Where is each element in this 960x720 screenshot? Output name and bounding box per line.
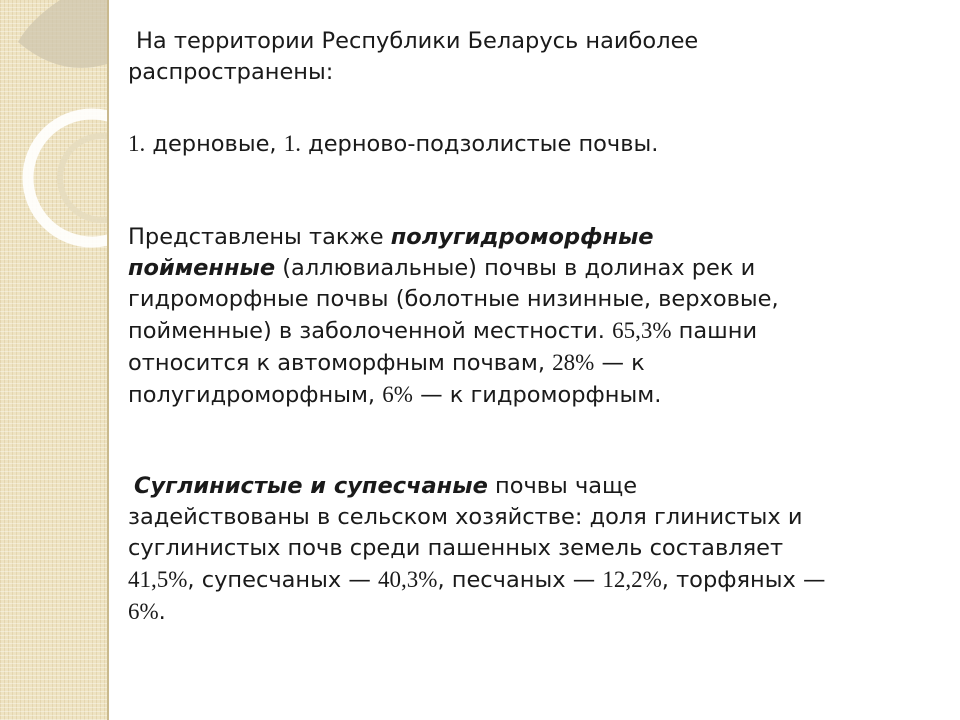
loamy-text-2: задействованы в сельском хозяйстве: доля глинистых и xyxy=(128,504,803,530)
loamy-num-4c: 12,2% xyxy=(602,567,662,592)
rep-text-2: (аллювиальные) почвы в долинах рек и xyxy=(275,255,756,281)
loamy-text-4b: , песчаных — xyxy=(437,567,603,593)
leaf-shape xyxy=(18,0,107,68)
paragraph-soil-types xyxy=(128,128,928,160)
loamy-text-4a: , супесчаных — xyxy=(187,567,379,593)
paragraph-loamy xyxy=(128,471,928,628)
rep-text-6: полугидроморфным, xyxy=(128,382,383,408)
rep-bold-2: пойменные xyxy=(128,255,276,281)
panel-divider xyxy=(107,0,109,720)
rep-text-1: Представлены также xyxy=(128,224,391,250)
paragraph-represented xyxy=(128,222,928,411)
loamy-num-4a: 41,5% xyxy=(128,567,188,592)
slide-content xyxy=(128,26,928,628)
list-number-2: 1. xyxy=(283,131,301,156)
ring-small xyxy=(60,136,107,220)
ring-large xyxy=(28,114,107,242)
loamy-num-4b: 40,3% xyxy=(378,567,438,592)
rep-text-4: пойменные) в заболоченной местности. xyxy=(128,318,613,344)
intro-line-1: На территории Республики Беларусь наиболее xyxy=(136,28,699,54)
rep-num-4: 65,3% xyxy=(612,318,672,343)
loamy-text-1: почвы чаще xyxy=(487,473,638,499)
rep-text-6b: — к гидроморфным. xyxy=(412,382,662,408)
loamy-text-3: суглинистых почв среди пашенных земель составляет xyxy=(128,535,784,561)
decorative-side-panel xyxy=(0,0,107,720)
decorative-circles xyxy=(0,0,107,720)
rep-bold-1: полугидроморфные xyxy=(390,224,654,250)
rep-text-4b: пашни xyxy=(671,318,758,344)
paragraph-intro xyxy=(128,26,928,57)
intro-line-2: распространены: xyxy=(128,59,334,85)
soil-type-2: дерново-подзолистые почвы. xyxy=(300,131,659,157)
paragraph-intro-cont xyxy=(128,57,928,88)
list-number-1: 1. xyxy=(128,131,146,156)
rep-text-5b: — к xyxy=(594,350,645,376)
loamy-text-4c: , торфяных — xyxy=(661,567,826,593)
rep-text-5: относится к автоморфным почвам, xyxy=(128,350,553,376)
loamy-num-5: 6% xyxy=(128,599,159,624)
soil-type-1: дерновые, xyxy=(145,131,284,157)
rep-num-5: 28% xyxy=(552,350,595,375)
rep-text-3: гидроморфные почвы (болотные низинные, верховые, xyxy=(128,286,779,312)
rep-num-6: 6% xyxy=(382,382,413,407)
loamy-bold: Суглинистые и супесчаные xyxy=(134,473,488,499)
loamy-text-5: . xyxy=(158,599,166,625)
